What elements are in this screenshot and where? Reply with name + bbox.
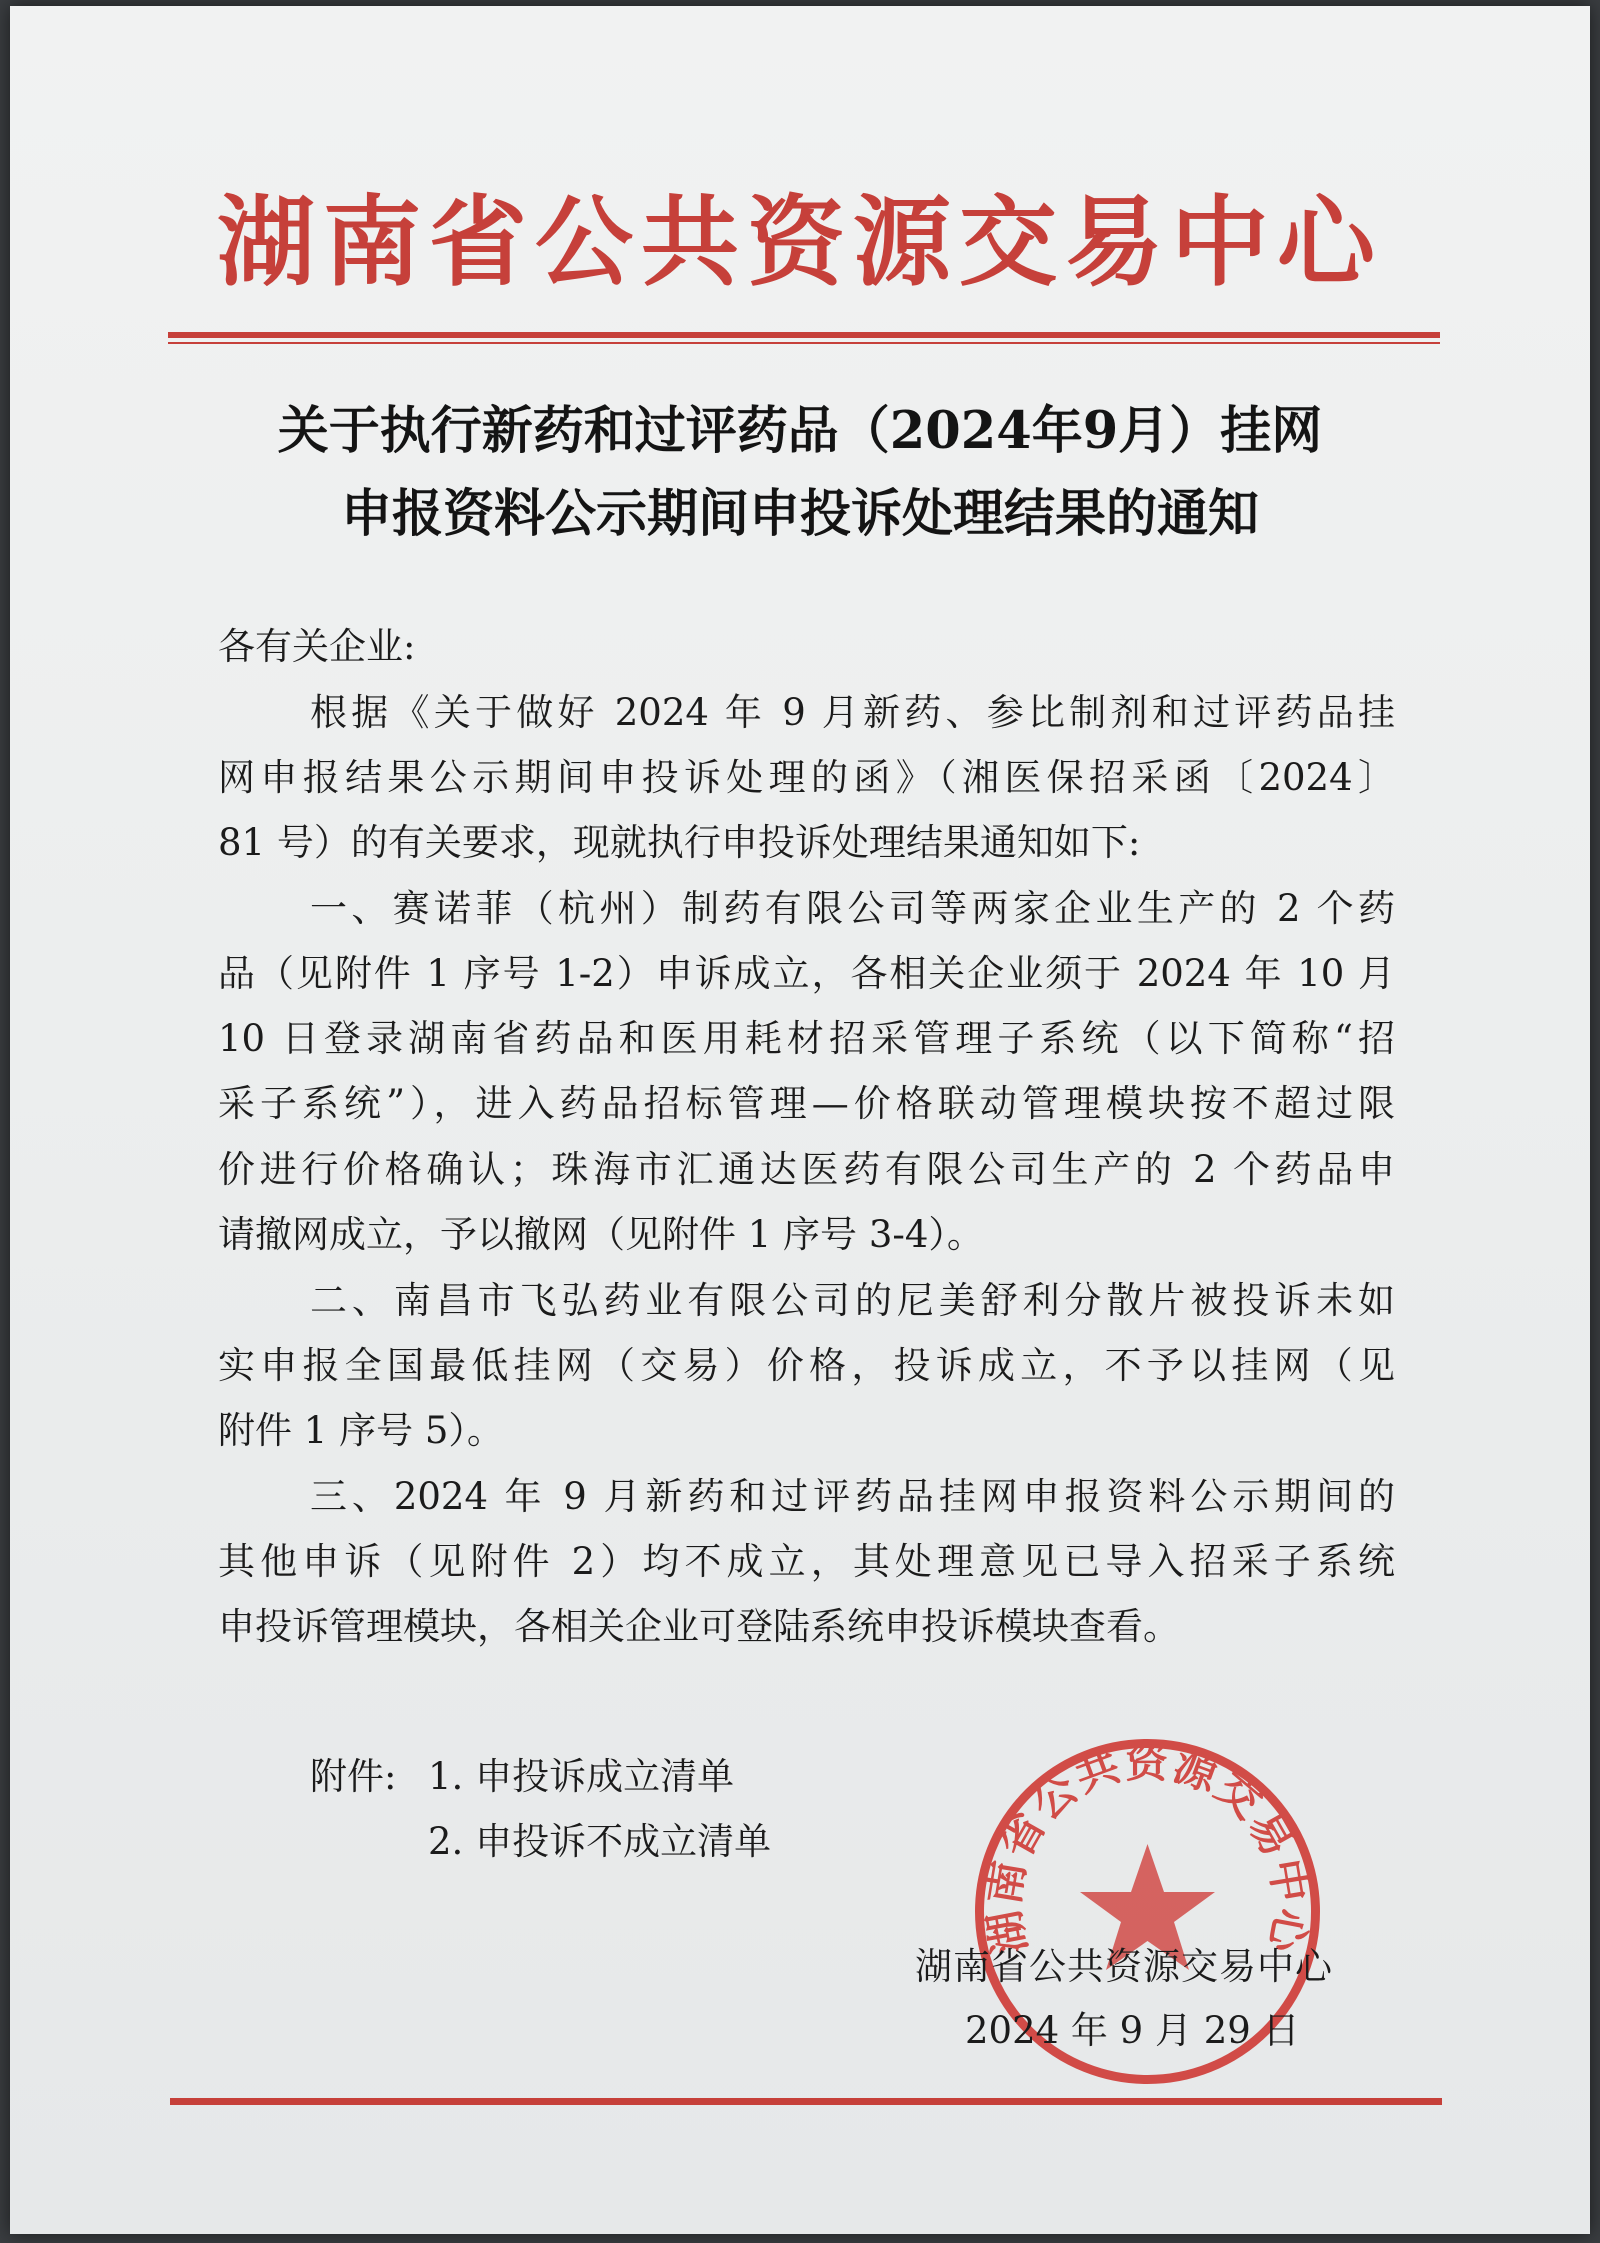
footer-rule [170,2098,1442,2105]
body-line: 品（见附件 1 序号 1-2）申诉成立，各相关企业须于 2024 年 10 月 [218,952,1395,995]
header-rule-thin [168,342,1440,344]
signature-org: 湖南省公共资源交易中心 [915,1945,1333,1988]
body-line: 81 号）的有关要求，现就执行申投诉处理结果通知如下: [218,821,1141,864]
body-line: 根据《关于做好 2024 年 9 月新药、参比制剂和过评药品挂 [310,691,1395,734]
body-line: 实申报全国最低挂网（交易）价格，投诉成立，不予以挂网（见 [218,1344,1395,1387]
seal-text: 湖南省公共资源交易中心 [979,1737,1316,1959]
body-line: 二、南昌市飞弘药业有限公司的尼美舒利分散片被投诉未如 [310,1279,1395,1322]
body-line: 附件 1 序号 5）。 [218,1409,504,1452]
attachments-label: 附件: [310,1755,397,1798]
body-line: 请撤网成立，予以撤网（见附件 1 序号 3-4）。 [218,1213,984,1256]
body-line: 其他申诉（见附件 2）均不成立，其处理意见已导入招采子系统 [218,1540,1395,1583]
document-page [10,6,1590,2234]
body-line: 一、赛诺菲（杭州）制药有限公司等两家企业生产的 2 个药 [310,887,1395,930]
body-line: 三、2024 年 9 月新药和过评药品挂网申报资料公示期间的 [310,1475,1395,1518]
header-rule [168,332,1440,338]
attachment-item: 2. 申投诉不成立清单 [428,1820,772,1863]
attachment-item: 1. 申投诉成立清单 [428,1755,735,1798]
body-line: 网申报结果公示期间申投诉处理的函》（湘医保招采函〔2024〕 [218,756,1395,799]
document-title-line-1: 关于执行新药和过评药品（2024年9月）挂网 [277,401,1323,461]
body-line: 采子系统”），进入药品招标管理—价格联动管理模块按不超过限 [218,1082,1395,1125]
body-line: 10 日登录湖南省药品和医用耗材招采管理子系统（以下简称“招 [218,1017,1395,1060]
body-line: 申投诉管理模块，各相关企业可登陆系统申投诉模块查看。 [218,1605,1180,1648]
body-line: 价进行价格确认；珠海市汇通达医药有限公司生产的 2 个药品申 [218,1148,1395,1191]
signature-date: 2024 年 9 月 29 日 [965,2009,1300,2052]
org-header: 湖南省公共资源交易中心 [216,185,1383,300]
salutation: 各有关企业: [218,625,416,668]
document-title-line-2: 申报资料公示期间申投诉处理结果的通知 [340,484,1259,544]
